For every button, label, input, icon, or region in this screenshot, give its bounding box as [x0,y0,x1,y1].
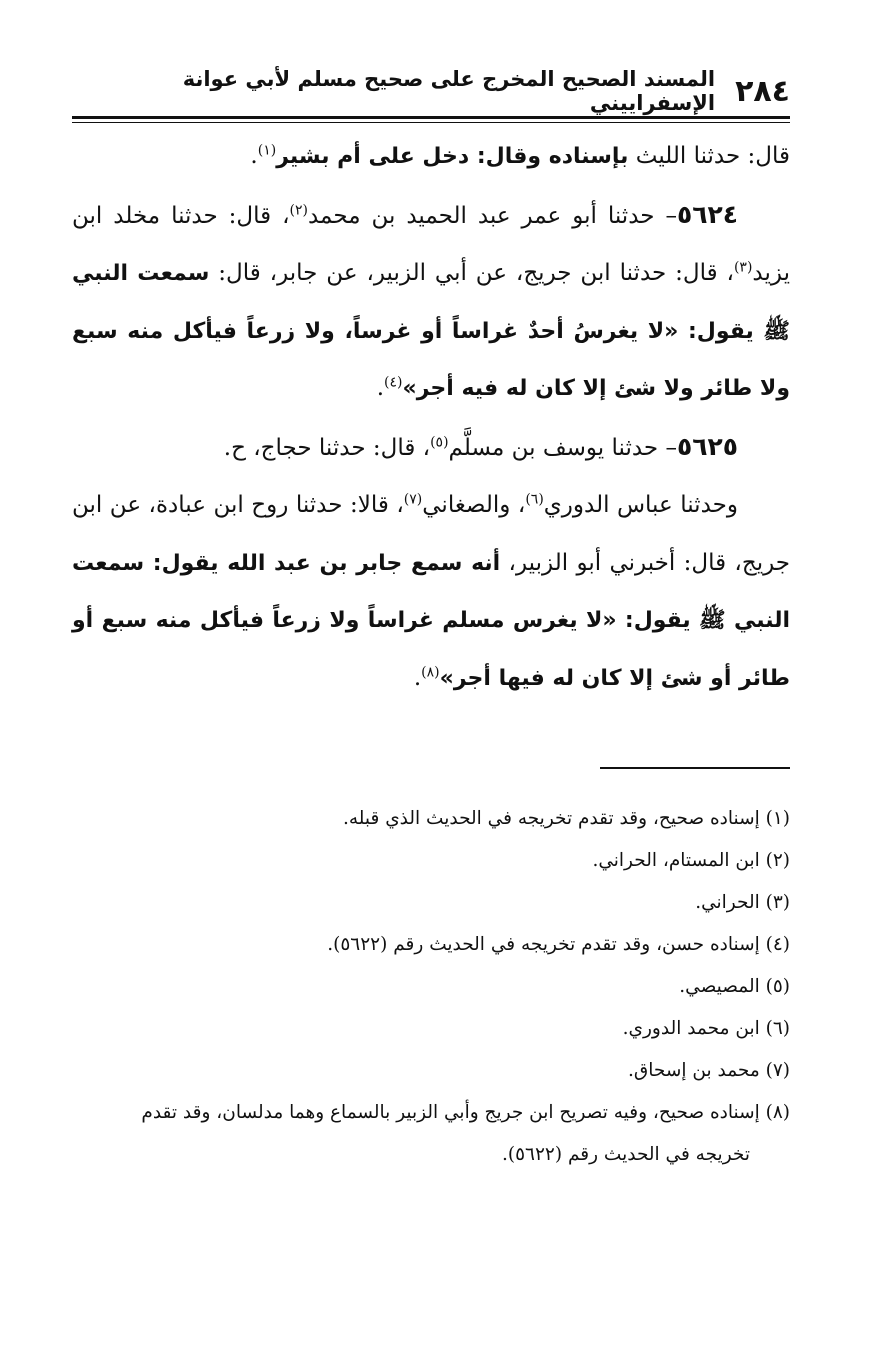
footnote-ref-4: (٤) [384,374,403,391]
footnote-ref-6: (٦) [525,491,544,508]
p1-text: قال: حدثنا الليث [628,143,790,169]
p1-end: . [250,143,258,169]
footnote-ref-8: (٨) [421,663,440,680]
footnote-5: (٥) المصيصي. [679,976,790,997]
hadith-number-5625: ٥٦٢٥ [676,431,738,461]
p2-bold: سمعت النبي ﷺ يقول: «لا يغرسُ أحدٌ غراساً أو غرساً، ولا زرعاً فيأكل منه سبع ولا طائر ولا شئ إلا كان له فيه أجر» [72,261,790,401]
p3-text-2: ، قال: حدثنا حجاج، ح. [223,434,431,461]
footnote-ref-1: (١) [257,142,277,159]
hadith-5624 [72,186,790,418]
running-title: المسند الصحيح المخرج على صحيح مسلم لأبي عوانة الإسفراييني [182,67,716,115]
p4-end: . [413,664,422,691]
footnote-ref-2: (٢) [289,201,308,218]
hadith-number-5624: ٥٦٢٤ [676,199,738,229]
footnote-2: (٢) ابن المستام، الحراني. [592,850,790,871]
footnote-ref-5: (٥) [430,433,449,450]
p2-text-2: ، قال: حدثنا مخلد ابن يزيد [72,202,790,286]
page-number: ٢٨٤ [735,73,790,109]
footnotes [72,798,790,1176]
footnote-8: (٨) إسناده صحيح، وفيه تصريح ابن جريج وأبي الزبير بالسماع وهما مدلسان، وقد تقدم [141,1102,790,1123]
footnote-3: (٣) الحراني. [695,892,790,913]
p4-text-2: ، والصغاني [422,492,526,518]
header-rule-thin [72,122,790,123]
p2-text-1: – حدثنا أبو عمر عبد الحميد بن محمد [307,202,677,229]
footnote-8-continuation: تخريجه في الحديث رقم (٥٦٢٢). [501,1144,750,1165]
p3-text-1: – حدثنا يوسف بن مسلَّم [448,434,677,461]
paragraph-4 [72,477,790,707]
page-header [72,67,790,115]
p4-text-3: ، قالا: حدثنا روح ابن عبادة، عن ابن جريج، قال: أخبرني أبو الزبير، [72,492,790,576]
main-text [72,128,790,707]
p2-end: . [376,375,385,401]
footnote-separator [600,767,790,769]
p4-text-1: وحدثنا عباس الدوري [543,492,738,518]
p2-text-3: ، قال: حدثنا ابن جريج، عن أبي الزبير، عن جابر، قال: [209,260,734,286]
footnote-4: (٤) إسناده حسن، وقد تقدم تخريجه في الحديث رقم (٥٦٢٢). [327,934,790,955]
footnote-ref-7: (٧) [403,491,423,508]
footnote-6: (٦) ابن محمد الدوري. [622,1018,790,1039]
p4-bold: أنه سمع جابر بن عبد الله يقول: سمعت النبي ﷺ يقول: «لا يغرس مسلم غراساً ولا زرعاً فيأكل منه سبع أو طائر أو شئ إلا كان له فيها أجر» [72,550,790,691]
p1-bold: بإسناده وقال: دخل على أم بشير [276,144,629,169]
hadith-5625 [72,418,790,478]
footnote-7: (٧) محمد بن إسحاق. [628,1060,790,1081]
header-rule-thick [72,116,790,119]
footnote-1: (١) إسناده صحيح، وقد تقدم تخريجه في الحديث الذي قبله. [342,808,790,829]
footnote-ref-3: (٣) [733,259,753,276]
paragraph-1 [72,128,790,186]
